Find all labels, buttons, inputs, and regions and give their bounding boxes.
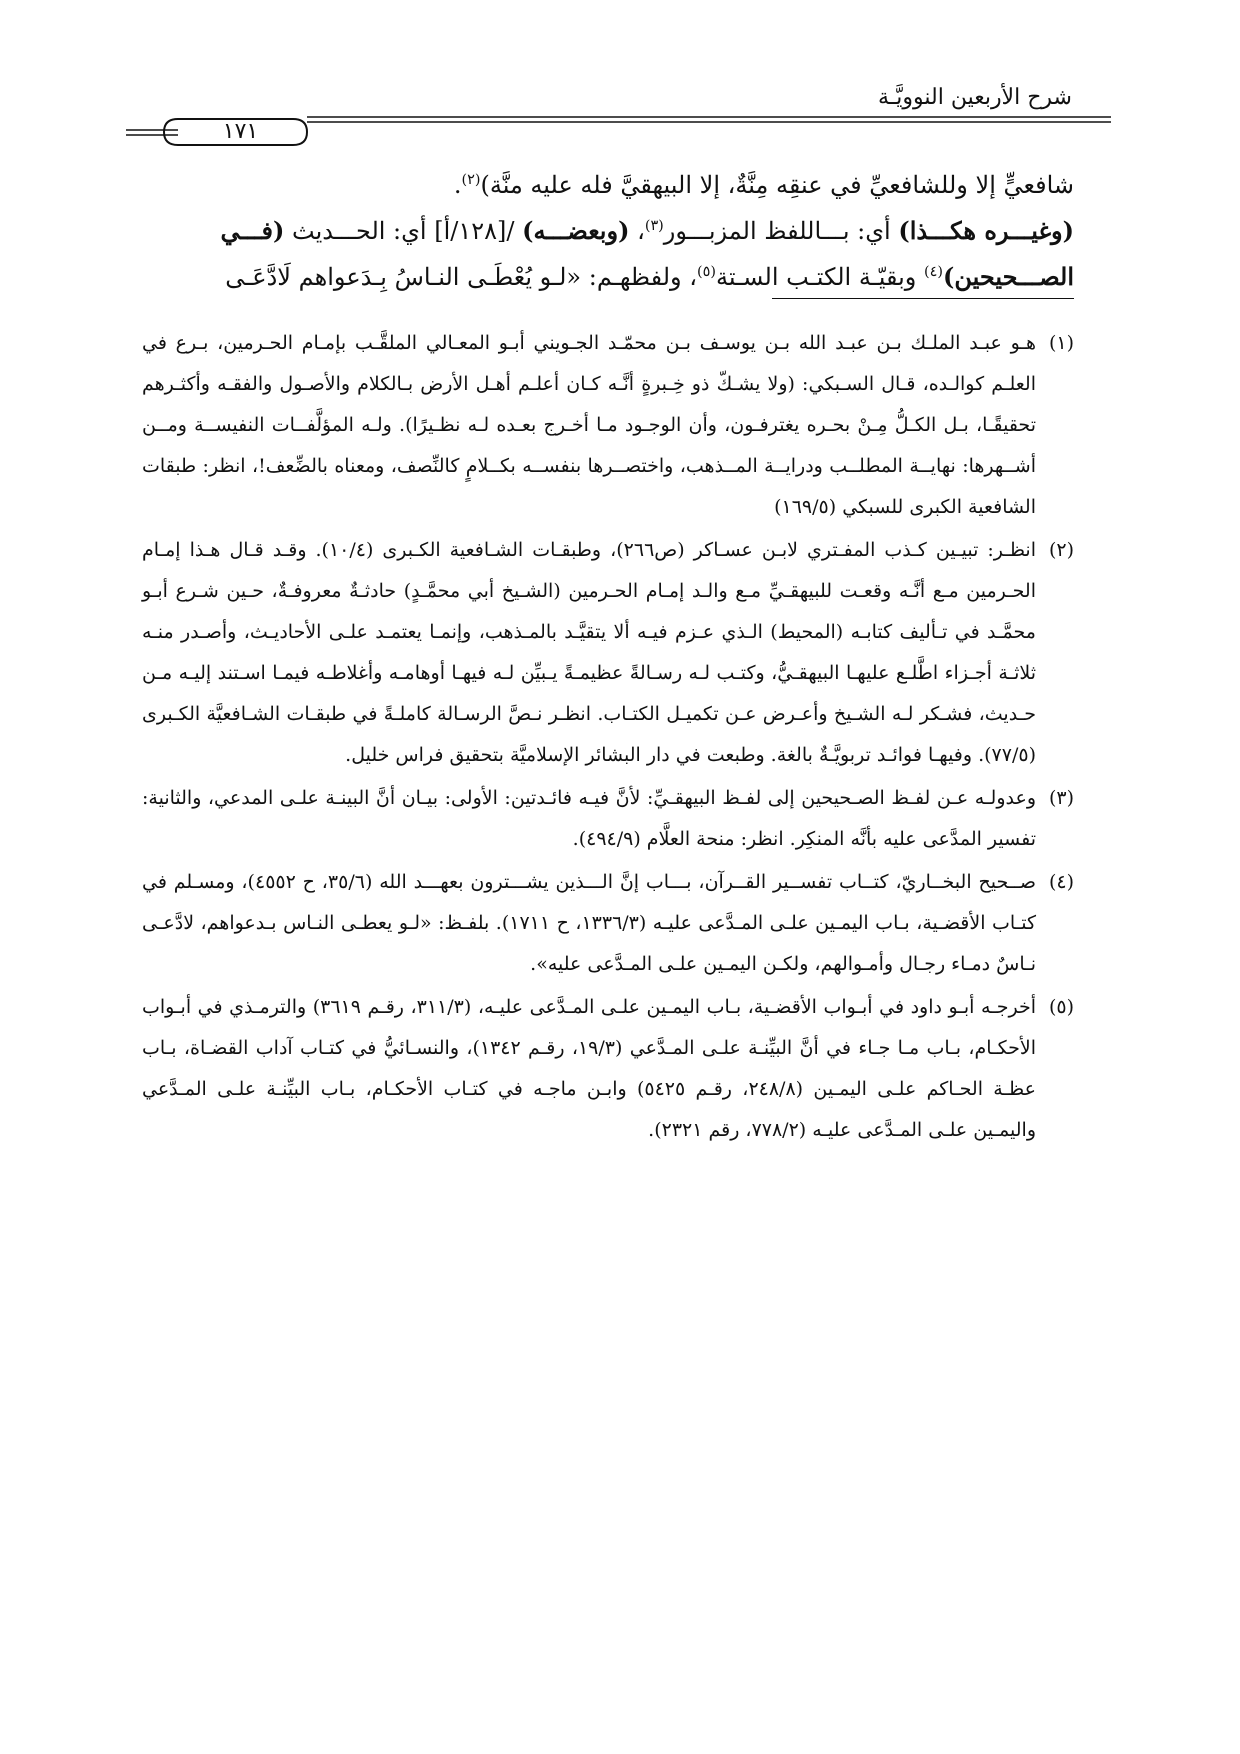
- footnote-number: (٢): [1048, 539, 1074, 561]
- main-text: [142, 163, 1074, 300]
- footnote-text: هـو عبـد الملـك بـن عبـد الله بـن يوسـف بـن محمّـد الجـويني أبـو المعـالي الملقَّـب بإمـام الحـرمين، بـرع في العلـم كوالـده، قـال السـبكي: (ولا يشـكّ ذو خِـبرةٍ أنَّـه كـان أعلـم أهـل الأرض بـالكلام والأصـول والفقـه وأكثـرهم تحقيقًـا، بـل الكـلُّ مِـنْ بحـره يغترفـون، وأن الوجـود مـا أخـرج بعـده لـه نظـيرًا). ولـه المؤلَّفــات النفيســة ومــن أشــهرها: نهايــة المطلــب ودرايــة المــذهب، واختصــرها بنفســه بكــلامٍ كالنِّصف، ومعناه بالضِّعف!، انظر: طبقات الشافعية الكبرى للسبكي (١٦٩/٥): [142, 332, 1036, 518]
- footnote-number: (٣): [1048, 787, 1074, 809]
- bold-term: الصـــحيحين): [943, 262, 1074, 291]
- page-number: ١٧١: [222, 119, 259, 144]
- footnote-item: [142, 323, 1074, 528]
- footnote-text: صــحيح البخــاريّ، كتــاب تفســير القــرآن، بـــاب إنَّ الـــذين يشـــترون بعهـــد الله (٣٥/٦، ح ٤٥٥٢)، ومسـلم في كتـاب الأقضـية، بـاب اليمـين علـى المـدَّعى عليـه (١٣٣٦/٣، ح ١٧١١). بلفـظ: «لـو يعطـى النـاس بـدعواهم، لادَّعـى نـاسٌ دمـاء رجـال وأمـوالهم، ولكـن اليمـين علـى المـدَّعى عليه».: [142, 871, 1037, 975]
- running-header-title: شرح الأربعين النوويَّـة: [878, 85, 1072, 110]
- footnote-item: [142, 778, 1074, 860]
- footnote-text: وعدولـه عـن لفـظ الصـحيحين إلى لفـظ البيهقـيِّ: لأنَّ فيـه فائـدتين: الأولى: بيـان أنَّ البينـة علـى المدعي، والثانية: تفسير المدَّعى عليه بأنَّه المنكِر. انظر: منحة العلَّام (٤٩٤/٩).: [142, 787, 1036, 850]
- main-line: (وغيـــره هكـــذا) أي: بـــاللفظ المزبـــور$^{(٣)}$، (وبعضـــه) /[١٢٨/أ] أي: الحـــديث (فـــي: [220, 216, 1074, 245]
- bold-term: (وغيـــره هكـــذا): [898, 216, 1074, 245]
- footnote-separator: [772, 298, 1074, 299]
- footnote-number: (١): [1048, 332, 1074, 354]
- footnote-item: [142, 987, 1074, 1151]
- footnote-ref: (٤): [924, 264, 944, 280]
- main-line: شافعيٍّ إلا وللشافعيِّ في عنقِه مِنَّةٌ، إلا البيهقيَّ فله عليه منَّة)$^{(٢)}$.: [453, 171, 1074, 199]
- footnote-text: أخرجـه أبـو داود في أبـواب الأقضـية، بـاب اليمـين علـى المـدَّعى عليـه، (٣١١/٣، رقـم ٣٦١٩) والترمـذي في أبـواب الأحكـام، بـاب مـا جـاء في أنَّ البيِّنـة علـى المـدَّعي (١٩/٣، رقـم ١٣٤٢)، والنسـائيُّ في كتـاب آداب القضـاة، بـاب عظـة الحـاكم علـى اليمـين (٢٤٨/٨، رقـم ٥٤٢٥) وابـن ماجـه في كتـاب الأحكـام، بـاب البيِّنـة علـى المـدَّعي واليمـين علـى المـدَّعى عليـه (٧٧٨/٢، رقم ٢٣٢١).: [142, 996, 1037, 1141]
- bold-term: (فـــي: [220, 216, 285, 245]
- footnote-item: [142, 530, 1074, 776]
- footnote-number: (٤): [1048, 871, 1074, 893]
- footnotes: [142, 323, 1074, 1153]
- footnote-ref: (٥): [697, 264, 716, 280]
- footnote-text: انظـر: تبيـين كـذب المفـتري لابـن عسـاكر (ص٢٦٦)، وطبقـات الشـافعية الكـبرى (١٠/٤). وقـد قـال هـذا إمـام الحـرمين مـع أنَّـه وقعـت للبيهقـيِّ مـع والـد إمـام الحـرمين (الشـيخ أبي محمَّـدٍ) حادثـةٌ معروفـةٌ، حـين شـرع أبـو محمَّـد في تـأليف كتابـه (المحيط) الـذي عـزم فيـه ألا يتقيَّـد بالمـذهب، وإنمـا يعتمـد علـى الأحاديـث، وأصـدر منـه ثلاثـة أجـزاء اطَّلـع عليهـا البيهقـيُّ، وكتـب لـه رسـالةً عظيمـةً يـبيِّن لـه فيهـا أوهامـه وأغلاطـه فيمـا اسـتند إليـه مـن حـديث، فشـكر لـه الشـيخ وأعـرض عـن تكميـل الكتـاب. انظـر نـصَّ الرسـالة كاملـةً في طبقـات الشـافعيَّة الكـبرى (٧٧/٥). وفيهـا فوائـد تربويَّـةٌ بالغة. وطبعت في دار البشائر الإسلاميَّة بتحقيق فراس خليل.: [142, 539, 1036, 766]
- footnote-ref: (٣): [644, 218, 664, 234]
- bold-term: (وبعضـــه): [522, 216, 630, 245]
- main-line: الصـــحيحين)$^{(٤)}$ وبقيّـة الكتـب السـتة$^{(٥)}$، ولفظهـم: «لـو يُعْطَـى النـاسُ بِـدَعواهم لَادَّعَـى: [225, 262, 1074, 291]
- footnote-ref: (٢): [461, 172, 481, 188]
- footnote-number: (٥): [1048, 996, 1074, 1018]
- footnote-item: [142, 862, 1074, 985]
